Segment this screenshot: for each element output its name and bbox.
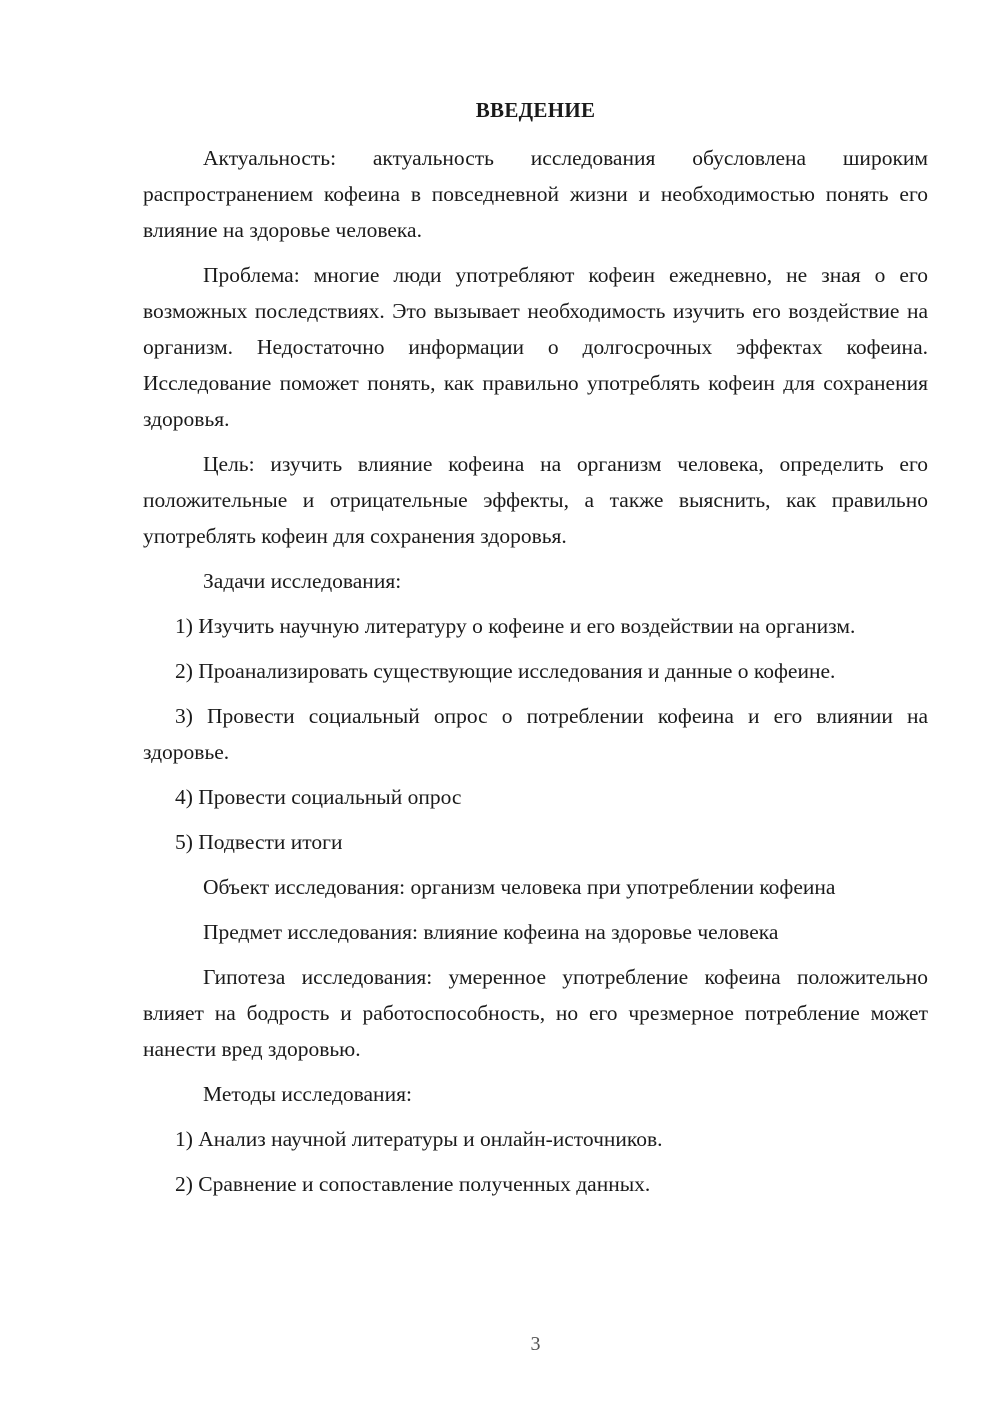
problem-paragraph: Проблема: многие люди употребляют кофеин ежедневно, не зная о его возможных последствиях. Это вызывает необходимость изучить его воздействие на организм. Недостаточно информации о долгосрочных эффектах кофеина. Исследование поможет понять, как правильно употреблять кофеин для сохранения здоровья. xyxy=(143,263,928,431)
methods-title: Методы исследования: xyxy=(203,1082,412,1106)
page-number: 3 xyxy=(530,1333,541,1355)
task-item-5: 5) Подвести итоги xyxy=(175,830,343,854)
method-item-1: 1) Анализ научной литературы и онлайн-источников. xyxy=(175,1127,663,1151)
task-item-1: 1) Изучить научную литературу о кофеине и его воздействии на организм. xyxy=(175,614,856,638)
object-paragraph: Объект исследования: организм человека при употреблении кофеина xyxy=(203,875,836,899)
method-item-2: 2) Сравнение и сопоставление полученных данных. xyxy=(175,1172,651,1196)
hypothesis-paragraph: Гипотеза исследования: умеренное употребление кофеина положительно влияет на бодрость и работоспособность, но его чрезмерное потребление может нанести вред здоровью. xyxy=(143,965,928,1061)
document-body xyxy=(143,140,928,1202)
task-item-4: 4) Провести социальный опрос xyxy=(175,785,462,809)
subject-paragraph: Предмет исследования: влияние кофеина на здоровье человека xyxy=(203,920,779,944)
goal-paragraph: Цель: изучить влияние кофеина на организм человека, определить его положительные и отрицательные эффекты, а также выяснить, как правильно употреблять кофеин для сохранения здоровья. xyxy=(143,452,928,548)
page-title: ВВЕДЕНИЕ xyxy=(475,98,596,122)
document-page xyxy=(143,0,928,1414)
tasks-title: Задачи исследования: xyxy=(203,569,402,593)
task-item-2: 2) Проанализировать существующие исследования и данные о кофеине. xyxy=(175,659,836,683)
task-item-3: 3) Провести социальный опрос о потреблении кофеина и его влиянии на здоровье. xyxy=(143,704,928,764)
relevance-paragraph: Актуальность: актуальность исследования обусловлена широким распространением кофеина в повседневной жизни и необходимостью понять его влияние на здоровье человека. xyxy=(143,146,928,242)
